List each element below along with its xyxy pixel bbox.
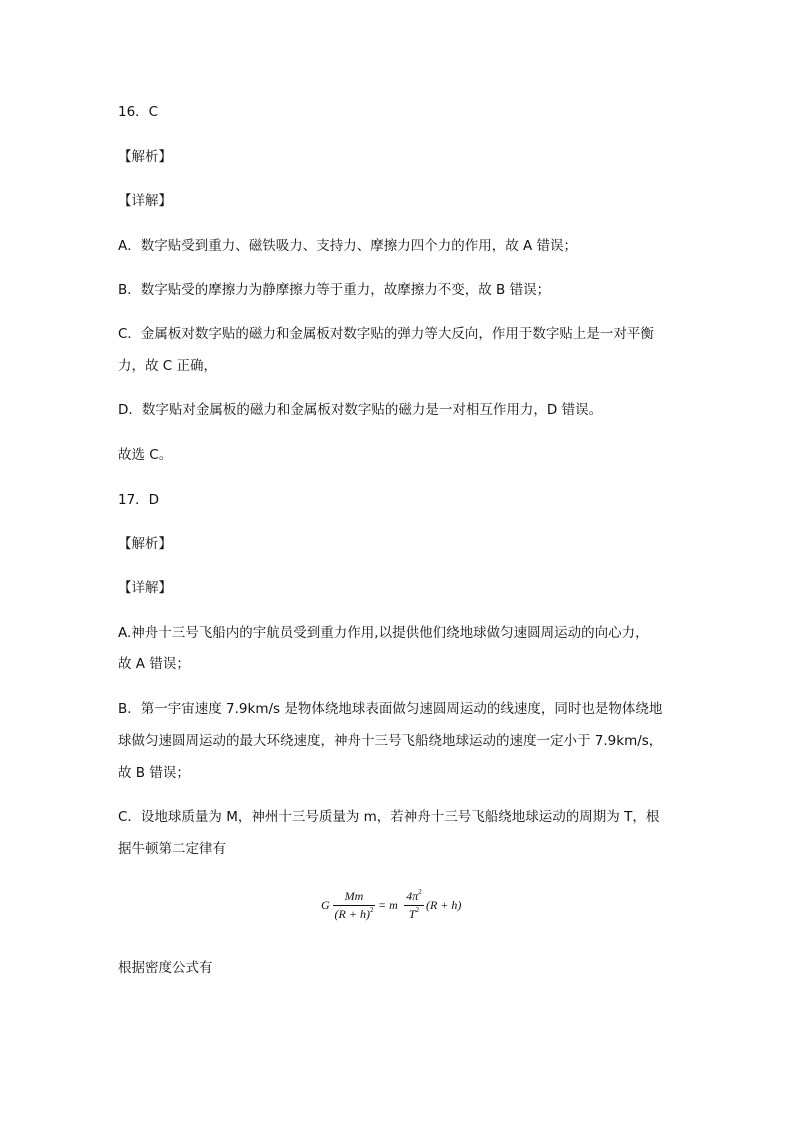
q16-option-c-line2: 力，故 C 正确， [118,358,218,374]
q16-option-a: A．数字贴受到重力、磁铁吸力、支持力、摩擦力四个力的作用，故 A 错误； [118,238,578,254]
formula-lhs-denominator-wrap [333,907,375,922]
q16-option-b: B．数字贴受的摩擦力为静摩擦力等于重力，故摩擦力不变，故 B 错误； [118,282,551,298]
formula-lhs-denominator-exponent: 2 [369,906,374,914]
q17-option-a-line1: A.神舟十三号飞船内的宇航员受到重力作用,以提供他们绕地球做匀速圆周运动的向心力， [118,625,649,641]
q16-analysis-heading: 【解析】 [118,149,172,165]
formula-rhs-fraction-bar [404,905,424,906]
q16-answer: 16．C [118,104,159,120]
q17-option-b-line3: 故 B 错误； [118,765,190,781]
q16-conclusion: 故选 C。 [118,447,173,463]
formula-rhs-denominator: T [408,907,416,921]
formula-rhs-denominator-exponent: 2 [415,906,420,914]
q17-answer: 17．D [118,492,160,508]
q16-option-c-line1: C．金属板对数字贴的磁力和金属板对数字贴的弹力等大反向，作用于数字贴上是一对平衡 [118,326,654,342]
formula-equals-m: = m [378,898,398,912]
q17-option-c-line2: 据牛顿第二定律有 [118,841,226,857]
formula-tail: (R + h) [426,898,462,912]
q17-detail-heading: 【详解】 [118,580,172,596]
formula-lhs-numerator: Mm [344,889,364,903]
q17-option-c-line1: C．设地球质量为 M，神州十三号质量为 m，若神舟十三号飞船绕地球运动的周期为 T，根 [118,809,660,825]
q16-detail-heading: 【详解】 [118,193,172,209]
q17-density-line: 根据密度公式有 [118,960,213,976]
formula-rhs-numerator-exponent: 2 [418,888,422,896]
q17-option-a-line2: 故 A 错误； [118,656,190,672]
formula-rhs-numerator-wrap [404,889,424,904]
gravitation-formula [318,886,478,926]
formula-rhs-fraction [404,889,424,922]
formula-rhs-denominator-wrap [404,907,424,922]
formula-lhs-fraction [333,889,375,922]
formula-lhs-denominator: (R + h) [334,907,370,921]
q17-analysis-heading: 【解析】 [118,536,172,552]
q17-option-b-line2: 球做匀速圆周运动的最大环绕速度，神舟十三号飞船绕地球运动的速度一定小于 7.9km/s， [118,733,663,749]
q16-option-d: D．数字贴对金属板的磁力和金属板对数字贴的磁力是一对相互作用力，D 错误。 [118,402,603,418]
formula-lhs-fraction-bar [333,905,375,906]
formula-g: G [321,898,330,912]
formula-rhs-numerator: 4π [406,889,419,903]
q17-option-b-line1: B．第一宇宙速度 7.9km/s 是物体绕地球表面做匀速圆周运动的线速度，同时也是物体绕地 [118,701,663,717]
